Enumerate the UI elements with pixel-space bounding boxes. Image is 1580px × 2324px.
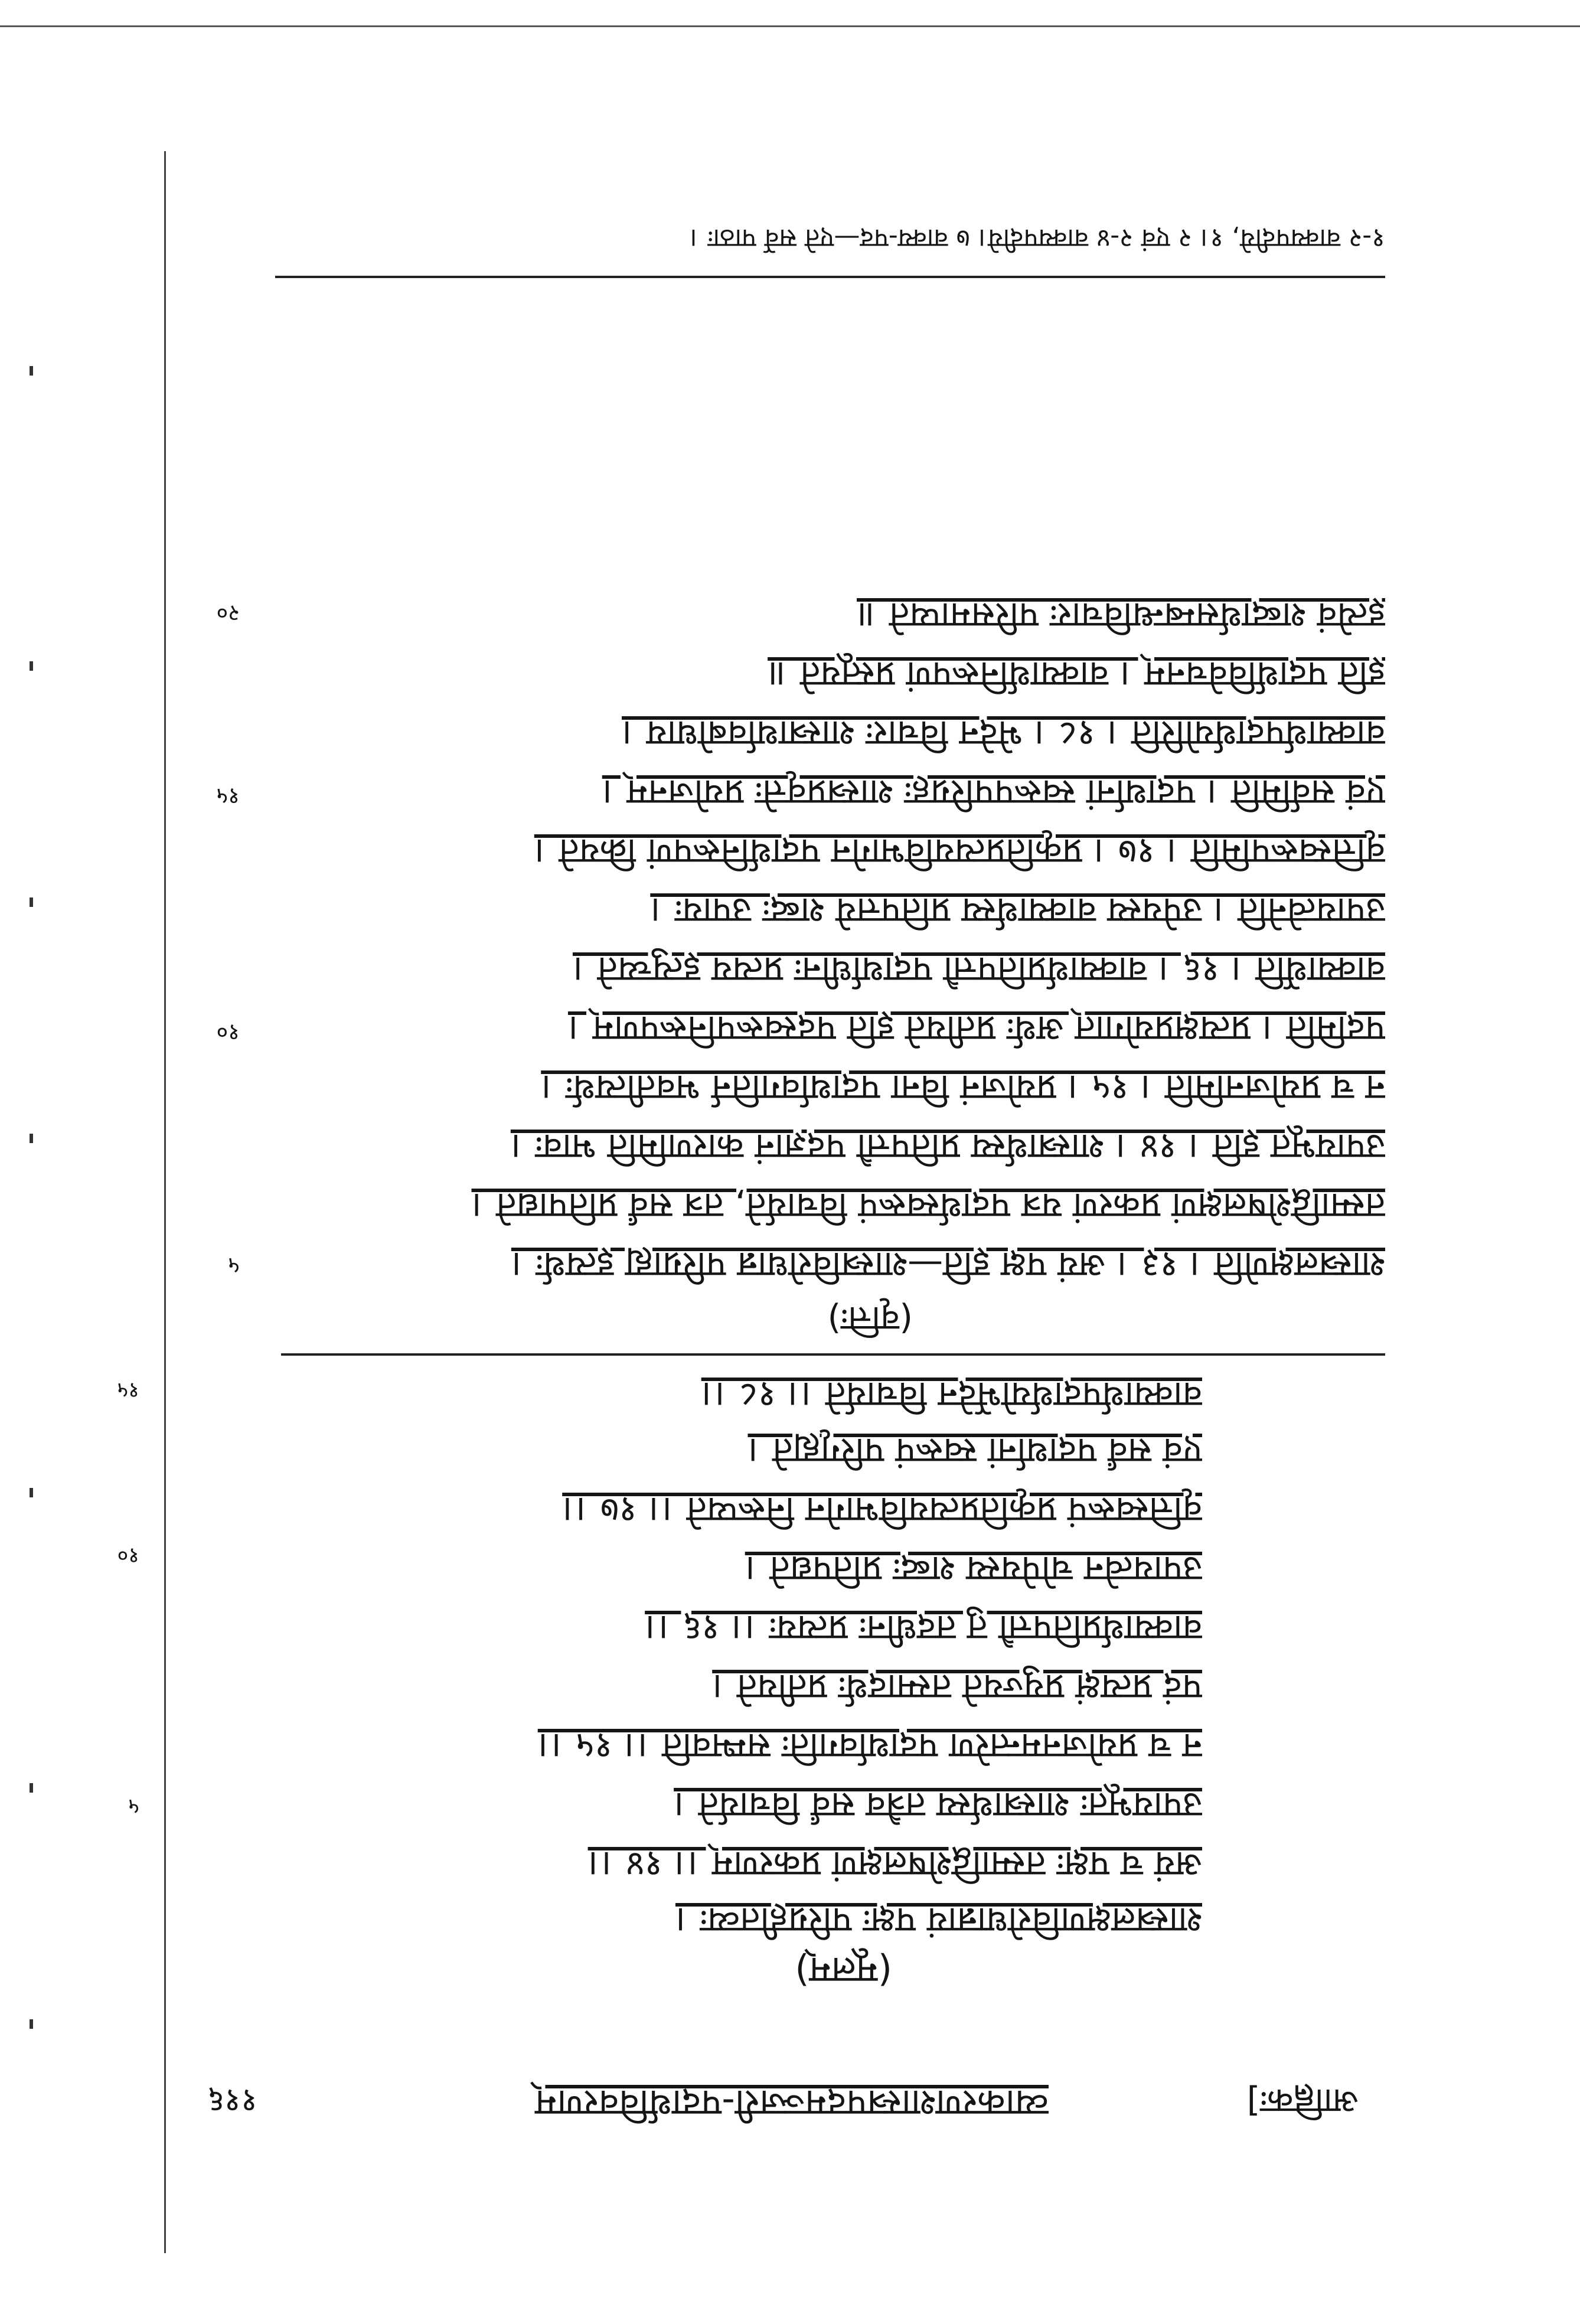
margin-tick [30,2019,33,2029]
margin-tick [30,1134,33,1143]
page-number: ११६ [207,2083,257,2120]
verse-line: पदं प्रत्यक्षं प्रयुज्यते तस्मादर्थः प्रतीयते । [712,1666,1202,1708]
verse-line: वाक्यार्थप्रतिपत्तौ तु तदधीनः प्रत्ययः ।। १६ ।। [645,1607,1202,1649]
margin-tick [30,897,33,907]
margin-tick [30,366,33,376]
verse-line: अयं च पक्षः तस्माद्विशेषलक्षणं प्रकरणम् ।। १४ ।। [587,1843,1202,1885]
commentary-line-number: १० [216,1020,240,1046]
margin-tick [30,661,33,671]
verse-line: उपायत्वेन चोपेयस्य शब्दः प्रतिपद्यते । [745,1548,1202,1589]
verse-line: एवं सर्वं पदार्थानां स्वरूपं परिगृह्यते । [747,1430,1202,1471]
margin-line [164,151,166,2253]
header-title: व्याकरणशास्त्रपदमञ्जरी-पदार्थविवरणम् [535,2082,1049,2125]
commentary-line: उपायत्वेनेति । उपेयस्य वाक्यार्थस्य प्रतिपत्तये शब्दः उपायः । [650,890,1385,931]
commentary-line-number: २० [216,600,240,626]
mula-heading: (मूलम्) [795,1949,892,1992]
commentary-line: वृत्तिस्वरूपमिति । १७ । प्रकृतिप्रत्ययविभागेन पदार्थनिरूपणं क्रियते । [534,831,1385,872]
commentary-line: वाक्यार्थपदार्थयोरिति । १८ । भेदेन विचारः शास्त्रार्थावबोधाय । [622,713,1385,754]
footnote: १-२ वाक्यपदीये, १। २ एवं २-४ वाक्यपदीये। ७ वाक्य-पद—एते सर्वे पाठाः । [690,223,1385,253]
header-section-label: आह्निकः] [1246,2081,1359,2121]
scan-edge-line [0,25,1580,27]
verse-line: वाक्यार्थपदार्थयोर्भेदेन विचार्यते ।। १८ ।। [701,1374,1202,1415]
commentary-line: पदमिति । प्रत्यक्षप्रयोगात् अर्थः प्रतीयते इति पदस्वरूपनिरूपणम् । [568,1008,1385,1049]
verse-line-number: ५ [128,1794,139,1819]
commentary-heading: (वृत्तिः) [827,1299,913,1339]
commentary-line: वाक्यार्थेति । १६ । वाक्यार्थप्रतिपत्तौ पदार्थाधीनः प्रत्यय इत्युच्यते । [572,949,1385,990]
commentary-line-number: १५ [216,784,240,810]
verse-line-number: १५ [117,1378,139,1402]
verse-line: शास्त्रलक्षणविरोधान्नायं पक्षः परिग्रहीतव्यः । [675,1899,1202,1941]
section-divider [281,1353,1385,1356]
commentary-line: शास्त्रलक्षणेति । १३ । अयं पक्ष इति—शास्त्रविरोधान्न परिग्राह्य इत्यर्थः । [511,1244,1385,1285]
commentary-line: इत्येवं शब्दार्थसम्बन्धविचारः परिसमाप्यते ॥ [857,595,1385,636]
commentary-line-number: ५ [228,1253,240,1279]
commentary-line: न च प्रयोजनमिति । १५ । प्रयोजनं विना पदार्थावगतिर्न भवतीत्यर्थः । [541,1067,1385,1108]
commentary-line: इति पदार्थविवेचनम् । वाक्यार्थनिरूपणं प्रस्तूयते ॥ [768,654,1385,695]
commentary-line: एवं सर्वमिति । पदार्थानां स्वरूपपरिग्रहः शास्त्रप्रवृत्तेः प्रयोजनम् । [602,772,1385,813]
verse-line: न च प्रयोजनमन्तरेण पदार्थावगतिः सम्भवति ।। १५ ।। [537,1725,1202,1767]
verse-line: वृत्तिस्वरूपं प्रकृतिप्रत्ययविभागेन निरूप्यते ।। १७ ।। [562,1489,1202,1530]
verse-line-number: १० [117,1543,139,1568]
margin-tick [30,1783,33,1793]
commentary-line: तस्माद्विशेषलक्षणं प्रकरणं यत्र पदार्थस्वरूपं विचार्यते, तत्र सर्वं प्रतिपाद्यते । [471,1185,1385,1226]
verse-line: उपायभूतः शास्त्रार्थस्य तत्रैव सर्वं विचार्यते । [674,1784,1202,1826]
margin-tick [30,1488,33,1497]
commentary-line: उपायभूत इति । १४ । शास्त्रार्थस्य प्रतिपत्तौ पदज्ञानं कारणमिति भावः । [510,1126,1385,1167]
footnote-rule [275,276,1385,278]
